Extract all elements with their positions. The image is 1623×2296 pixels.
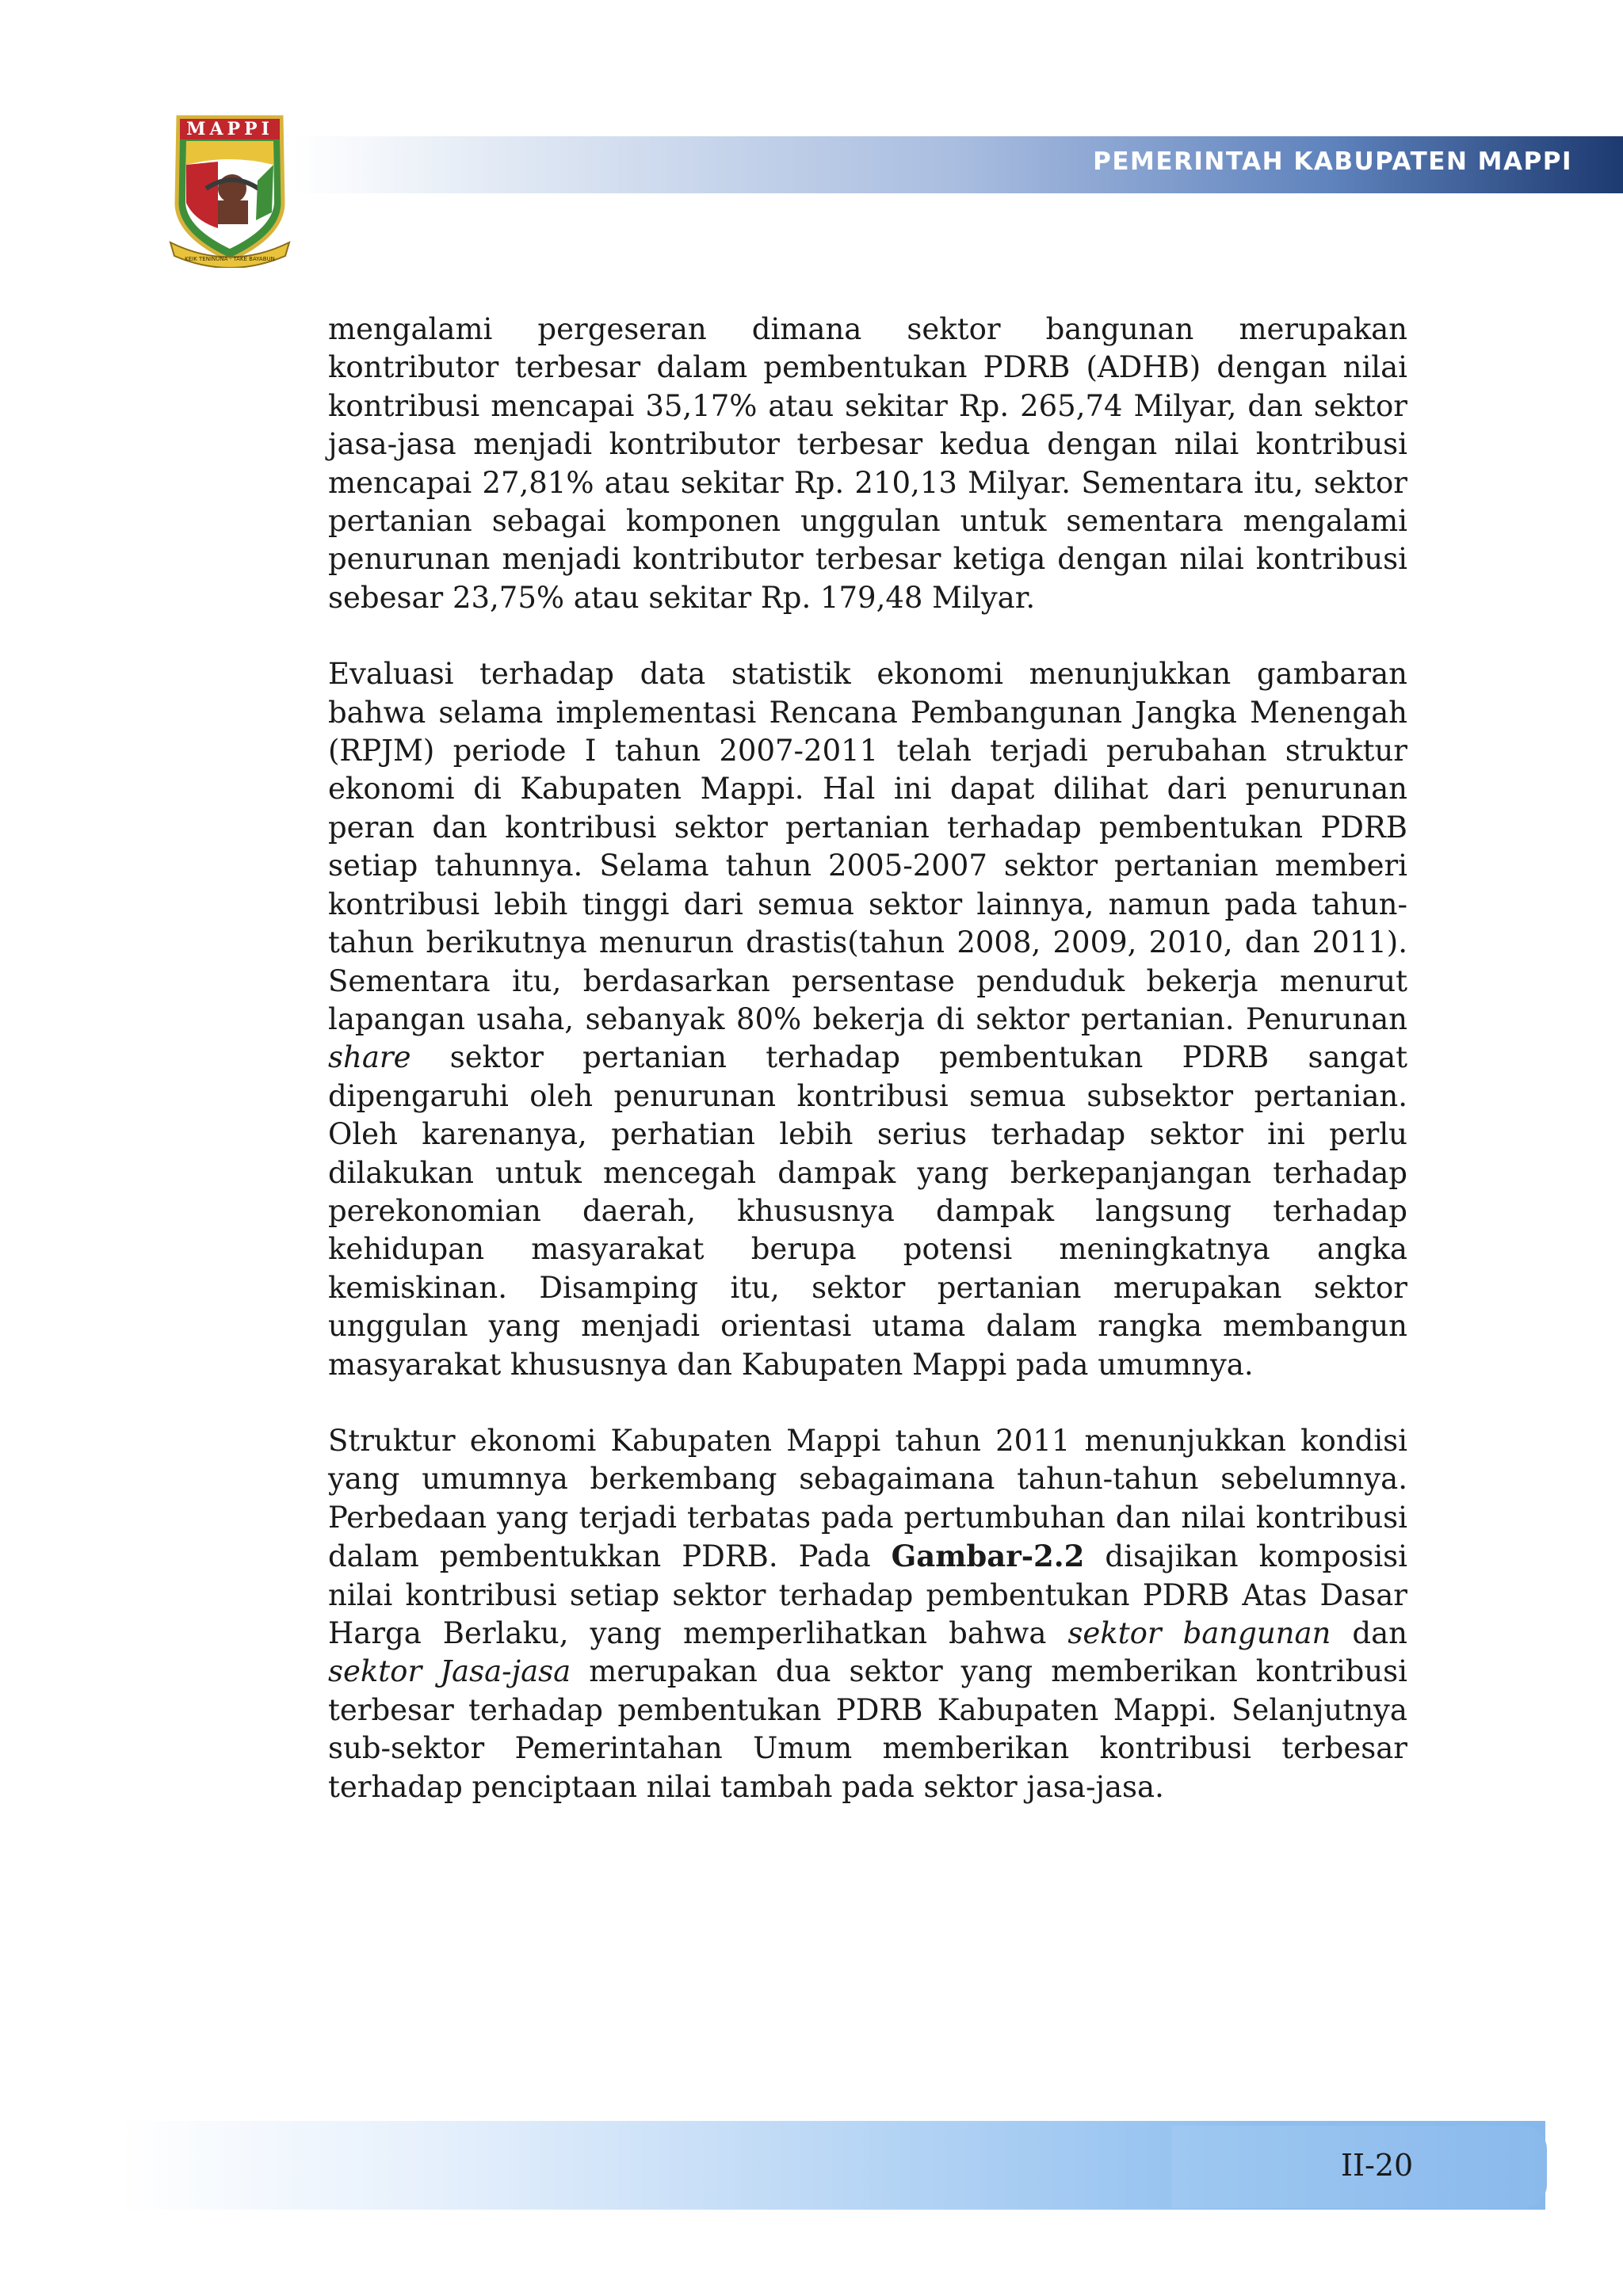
paragraph <box>328 311 1407 617</box>
italic-term: sektor bangunan <box>1067 1616 1331 1650</box>
italic-term: sektor Jasa-jasa <box>328 1654 571 1689</box>
text-run: mengalami pergeseran dimana sektor bangunan merupakan kontributor terbesar dalam pembentukan PDRB (ADHB) dengan nilai kontribusi mencapai 35,17% atau sekitar Rp. 265,74 Milyar, dan sektor jasa-jasa menjadi kontributor terbesar kedua dengan nilai kontribusi mencapai 27,81% atau sekitar Rp. 210,13 Milyar. Sementara itu, sektor pertanian sebagai komponen unggulan untuk sementara mengalami penurunan menjadi kontributor terbesar ketiga dengan nilai kontribusi sebesar 23,75% atau sekitar Rp. 179,48 Milyar. <box>328 312 1407 615</box>
text-run: Struktur ekonomi Kabupaten Mappi tahun 2011 menunjukkan kondisi yang umumnya berkembang sebagaimana tahun-tahun sebelumnya. Perbedaan yang terjadi terbatas pada pertumbuhan dan nilai kontribusi dalam pembentukkan PDRB. Pada <box>328 1423 1407 1574</box>
text-run: merupakan dua sektor yang memberikan kontribusi terbesar terhadap pembentukan PDRB Kabupaten Mappi. Selanjutnya sub-sektor Pemerintahan Umum memberikan kontribusi terbesar terhadap penciptaan nilai tambah pada sektor jasa-jasa. <box>328 1654 1407 1804</box>
header-band <box>293 136 1623 193</box>
text-run: dan <box>1331 1616 1407 1650</box>
text-run: Evaluasi terhadap data statistik ekonomi menunjukkan gambaran bahwa selama implementasi Rencana Pembangunan Jangka Menengah (RPJM) periode I tahun 2007-2011 telah terjadi perubahan struktur ekonomi di Kabupaten Mappi. Hal ini dapat dilihat dari penurunan peran dan kontribusi sektor pertanian terhadap pembentukan PDRB setiap tahunnya. Selama tahun 2005-2007 sektor pertanian memberi kontribusi lebih tinggi dari semua sektor lainnya, namun pada tahun-tahun berikutnya menurun drastis(tahun 2008, 2009, 2010, dan 2011). Sementara itu, berdasarkan persentase penduduk bekerja menurut lapangan usaha, sebanyak 80% bekerja di sektor pertanian. Penurunan <box>328 657 1407 1036</box>
logo-motto: KEIK TENINUNA - TAKE BAYABUN <box>185 256 275 262</box>
logo-text: MAPPI <box>186 119 273 139</box>
main-content <box>328 311 1407 1844</box>
text-run: sektor pertanian terhadap pembentukan PDRB sangat dipengaruhi oleh penurunan kontribusi semua subsektor pertanian. Oleh karenanya, perhatian lebih serius terhadap sektor ini perlu dilakukan untuk mencegah dampak yang berkepanjangan terhadap perekonomian daerah, khususnya dampak langsung terhadap kehidupan masyarakat berupa potensi meningkatnya angka kemiskinan. Disamping itu, sektor pertanian merupakan sektor unggulan yang menjadi orientasi utama dalam rangka membangun masyarakat khususnya dan Kabupaten Mappi pada umumnya. <box>328 1040 1407 1382</box>
text-run: disajikan komposisi nilai kontribusi setiap sektor terhadap pembentukan PDRB Atas Dasar Harga Berlaku, yang memperlihatkan bahwa <box>328 1539 1407 1650</box>
mappi-emblem-logo <box>162 109 297 268</box>
header-title: PEMERINTAH KABUPATEN MAPPI <box>1093 147 1572 176</box>
paragraph <box>328 655 1407 1384</box>
paragraph <box>328 1422 1407 1806</box>
italic-term-share: share <box>328 1040 411 1075</box>
figure-reference: Gambar-2.2 <box>891 1539 1085 1574</box>
page-number: II-20 <box>1341 2148 1414 2183</box>
